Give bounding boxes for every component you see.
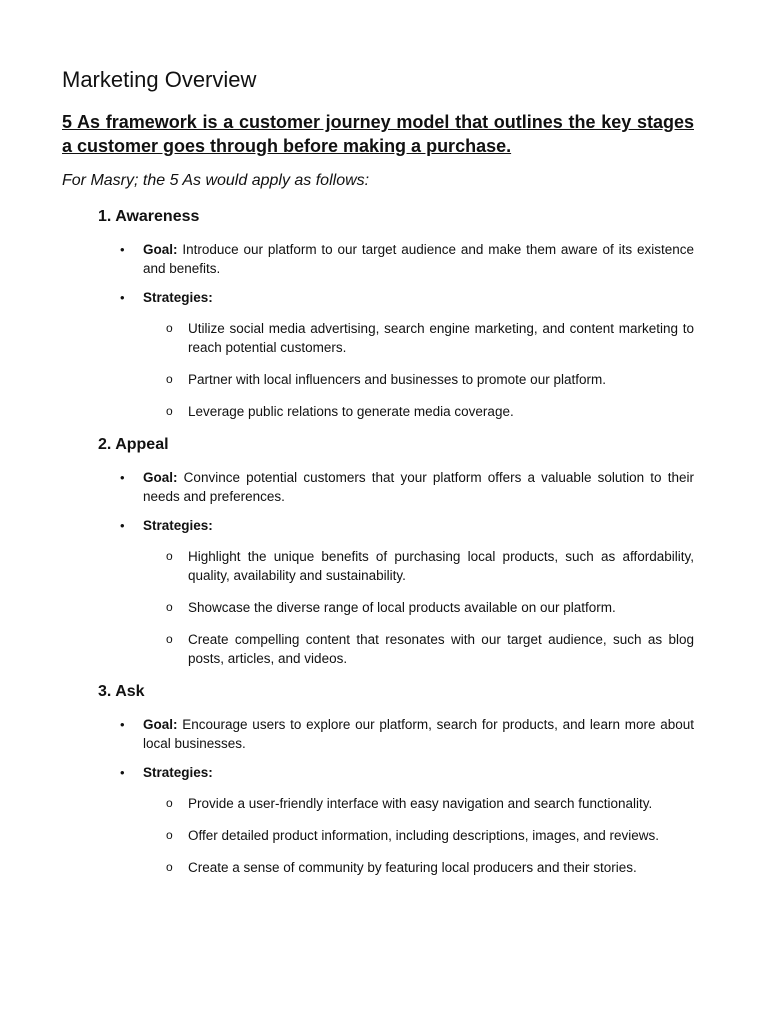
strategy-list	[143, 794, 694, 877]
strategy-text: Leverage public relations to generate media coverage.	[188, 404, 514, 419]
bullet-icon: •	[120, 242, 125, 257]
strategy-item	[166, 370, 694, 389]
strategies-label: Strategies:	[143, 765, 213, 780]
strategy-item	[166, 630, 694, 668]
bullet-icon: •	[120, 290, 125, 305]
bullet-icon: •	[120, 518, 125, 533]
strategy-text: Showcase the diverse range of local products available on our platform.	[188, 600, 616, 615]
goal-text: Convince potential customers that your platform offers a valuable solution to their needs and preferences.	[143, 470, 694, 504]
goal-label: Goal:	[143, 242, 178, 257]
strategy-text: Create compelling content that resonates with our target audience, such as blog posts, articles, and videos.	[188, 632, 694, 666]
strategy-list	[143, 319, 694, 421]
strategy-item	[166, 598, 694, 617]
section-title: 1. Awareness	[98, 208, 200, 225]
circle-bullet-icon: o	[166, 404, 173, 418]
bullet-list	[62, 715, 694, 877]
strategy-text: Highlight the unique benefits of purchasing local products, such as affordability, quality, availability and sustainability.	[188, 549, 694, 583]
strategy-item	[166, 319, 694, 357]
goal-item	[120, 240, 694, 278]
bullet-icon: •	[120, 470, 125, 485]
strategy-item	[166, 826, 694, 845]
strategies-item	[120, 288, 694, 421]
strategy-text: Create a sense of community by featuring local producers and their stories.	[188, 860, 637, 875]
sections-container	[62, 206, 694, 877]
circle-bullet-icon: o	[166, 321, 173, 335]
section-title: 2. Appeal	[98, 436, 169, 453]
strategy-item	[166, 402, 694, 421]
section	[62, 206, 694, 421]
circle-bullet-icon: o	[166, 632, 173, 646]
strategy-list	[143, 547, 694, 668]
goal-text: Encourage users to explore our platform, search for products, and learn more about local businesses.	[143, 717, 694, 751]
bullet-list	[62, 240, 694, 421]
strategy-item	[166, 794, 694, 813]
section	[62, 434, 694, 668]
goal-label: Goal:	[143, 470, 178, 485]
strategies-label: Strategies:	[143, 290, 213, 305]
goal-text: Introduce our platform to our target audience and make them aware of its existence and benefits.	[143, 242, 694, 276]
bullet-list	[62, 468, 694, 668]
strategy-text: Utilize social media advertising, search engine marketing, and content marketing to reach potential customers.	[188, 321, 694, 355]
bullet-icon: •	[120, 765, 125, 780]
bullet-icon: •	[120, 717, 125, 732]
framework-heading: 5 As framework is a customer journey model that outlines the key stages a customer goes through before making a purchase.	[62, 112, 694, 156]
goal-label: Goal:	[143, 717, 178, 732]
page-title: Marketing Overview	[62, 67, 257, 92]
circle-bullet-icon: o	[166, 549, 173, 563]
strategy-text: Offer detailed product information, including descriptions, images, and reviews.	[188, 828, 659, 843]
goal-item	[120, 468, 694, 506]
strategy-item	[166, 858, 694, 877]
strategy-text: Partner with local influencers and businesses to promote our platform.	[188, 372, 606, 387]
section-title: 3. Ask	[98, 683, 145, 700]
strategy-text: Provide a user-friendly interface with easy navigation and search functionality.	[188, 796, 653, 811]
circle-bullet-icon: o	[166, 860, 173, 874]
section	[62, 681, 694, 877]
goal-item	[120, 715, 694, 753]
strategies-label: Strategies:	[143, 518, 213, 533]
strategies-item	[120, 516, 694, 668]
circle-bullet-icon: o	[166, 372, 173, 386]
circle-bullet-icon: o	[166, 796, 173, 810]
circle-bullet-icon: o	[166, 828, 173, 842]
strategies-item	[120, 763, 694, 877]
circle-bullet-icon: o	[166, 600, 173, 614]
intro-text: For Masry; the 5 As would apply as follows:	[62, 172, 370, 189]
strategy-item	[166, 547, 694, 585]
